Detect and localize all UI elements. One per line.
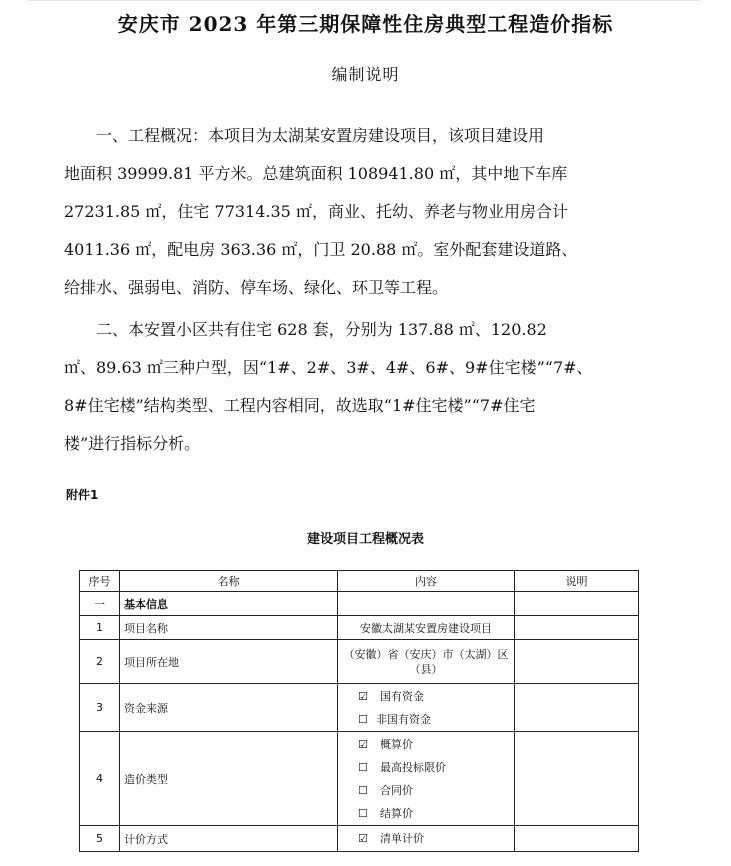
option-label: 最高投标限价 — [380, 760, 446, 774]
option-label: 概算价 — [380, 737, 413, 751]
row-no: 2 — [80, 640, 120, 684]
paragraph-line: 一、工程概况：本项目为太湖某安置房建设项目，该项目建设用 — [96, 126, 545, 145]
top-rule — [28, 0, 700, 1]
paragraph-line: 27231.85 ㎡，住宅 77314.35 ㎡，商业、托幼、养老与物业用房合计 — [64, 202, 568, 221]
header-name: 名称 — [120, 571, 338, 592]
checkbox-unchecked-icon: ☐ — [358, 783, 368, 797]
paragraph-line: ㎡、89.63 ㎡三种户型，因“1#、2#、3#、4#、6#、9#住宅楼”“7#、 — [64, 358, 593, 377]
paragraph-line: 楼”进行指标分析。 — [64, 434, 201, 453]
option-item — [358, 756, 510, 779]
option-item — [358, 733, 510, 756]
checkbox-unchecked-icon: ☐ — [358, 806, 368, 820]
section-no: 一 — [80, 592, 120, 616]
table-row — [80, 732, 639, 826]
paragraph-line: 给排水、强弱电、消防、停车场、绿化、环卫等工程。 — [64, 278, 449, 297]
option-item — [358, 685, 510, 708]
option-label: 清单计价 — [380, 832, 424, 845]
row-name: 项目所在地 — [120, 640, 338, 684]
row-no: 4 — [80, 732, 120, 826]
row-no: 1 — [80, 616, 120, 640]
table-row — [80, 616, 639, 640]
option-item — [358, 779, 510, 802]
checkbox-checked-icon: ☑ — [358, 832, 368, 845]
option-label: 合同价 — [380, 783, 413, 797]
paragraph-line: 二、本安置小区共有住宅 628 套，分别为 137.88 ㎡、120.82 — [96, 320, 547, 339]
row-note — [515, 684, 639, 732]
project-overview-table — [79, 570, 639, 852]
row-name: 计价方式 — [120, 826, 338, 852]
row-content — [338, 826, 515, 852]
table-row — [80, 826, 639, 852]
checkbox-checked-icon: ☑ — [358, 689, 368, 703]
row-note — [515, 826, 639, 852]
row-content: （安徽）省（安庆）市（太湖）区（县） — [338, 640, 515, 684]
table-row — [80, 640, 639, 684]
section-content — [338, 592, 515, 616]
option-label: 国有资金 — [380, 689, 424, 703]
checkbox-unchecked-icon: ☐ — [358, 760, 368, 774]
paragraph-line: 地面积 39999.81 平方米。总建筑面积 108941.80 ㎡，其中地下车库 — [64, 164, 568, 183]
checkbox-checked-icon: ☑ — [358, 737, 368, 751]
row-note — [515, 616, 639, 640]
option-item — [358, 827, 510, 850]
row-name: 资金来源 — [120, 684, 338, 732]
table-title: 建设项目工程概况表 — [306, 532, 424, 547]
paragraph-line: 4011.36 ㎡，配电房 363.36 ㎡，门卫 20.88 ㎡。室外配套建设道路、 — [64, 240, 578, 259]
row-content: 安徽太湖某安置房建设项目 — [338, 616, 515, 640]
header-no: 序号 — [80, 571, 120, 592]
row-content — [338, 732, 515, 826]
row-name: 项目名称 — [120, 616, 338, 640]
option-label: 结算价 — [380, 806, 413, 820]
row-no: 5 — [80, 826, 120, 852]
attachment-label: 附件1 — [66, 488, 99, 502]
row-note — [515, 640, 639, 684]
document-title: 安庆市 2023 年第三期保障性住房典型工程造价指标 — [117, 12, 614, 36]
option-label: 非国有资金 — [376, 712, 431, 726]
section-note — [515, 592, 639, 616]
header-content: 内容 — [338, 571, 515, 592]
paragraph-line: 8#住宅楼”结构类型、工程内容相同，故选取“1#住宅楼”“7#住宅 — [64, 396, 536, 415]
table-header-row — [80, 571, 639, 592]
row-content — [338, 684, 515, 732]
row-name: 造价类型 — [120, 732, 338, 826]
header-note: 说明 — [515, 571, 639, 592]
document-subtitle: 编制说明 — [331, 65, 400, 84]
option-item — [358, 802, 510, 825]
checkbox-unchecked-icon: ☐ — [358, 712, 368, 726]
section-row — [80, 592, 639, 616]
option-item — [358, 708, 510, 731]
row-no: 3 — [80, 684, 120, 732]
section-label: 基本信息 — [120, 592, 338, 616]
row-note — [515, 732, 639, 826]
table-row — [80, 684, 639, 732]
